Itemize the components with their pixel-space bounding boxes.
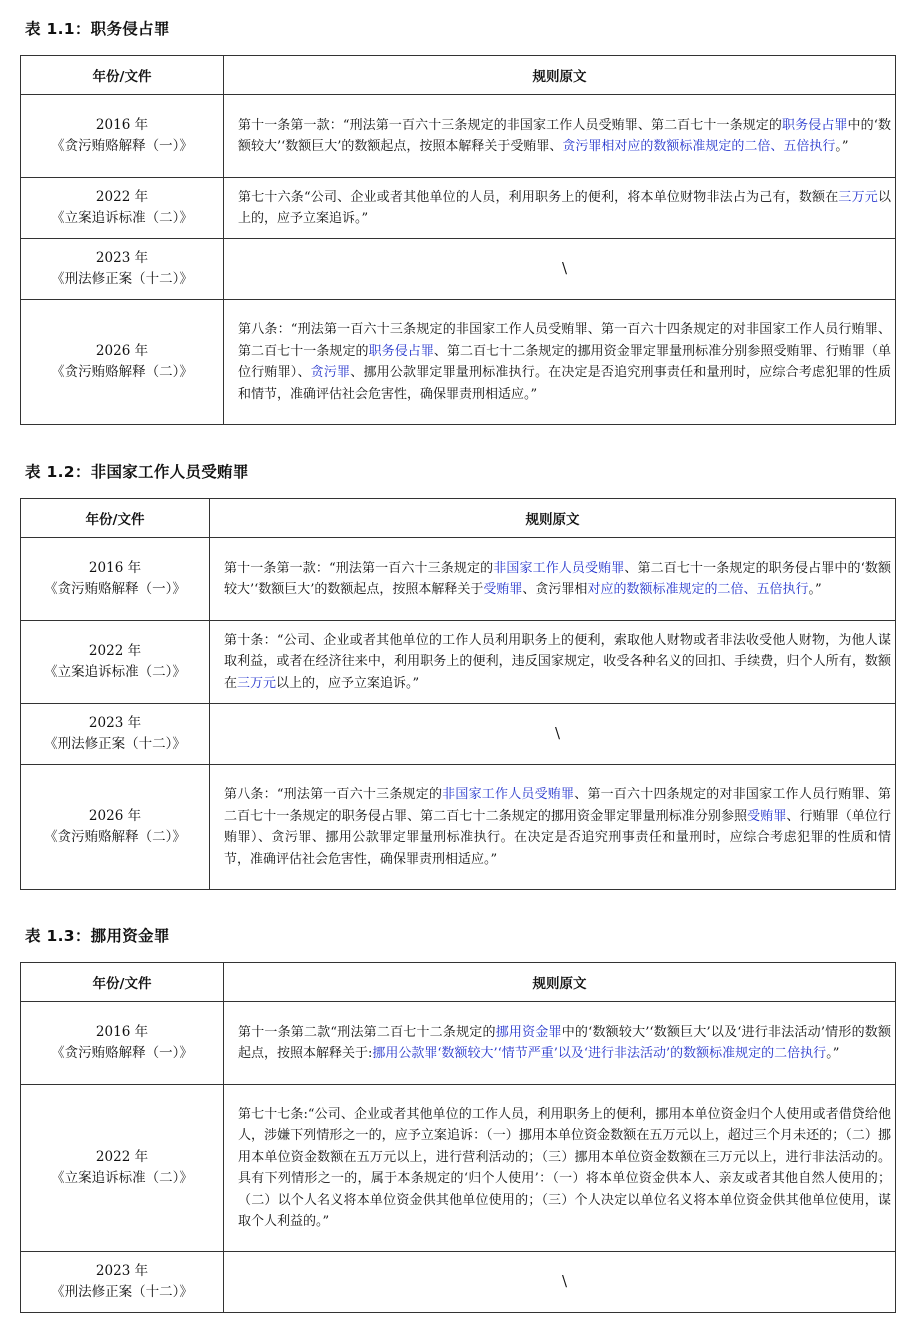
rule-text: 、贪污罪相 [522,582,588,597]
year-label: 2022 年 [88,643,142,659]
document-name: 《立案追诉标准（二）》 [51,210,193,226]
year-label: 2016 年 [95,1024,149,1040]
document-name: 《立案追诉标准（二）》 [44,664,186,680]
table-row [21,765,896,890]
rule-cell [224,1002,896,1085]
rule-cell [224,300,896,425]
rule-text: 第七十七条:“公司、企业或者其他单位的工作人员，利用职务上的便利，挪用本单位资金归个人使用或者借贷给他人，涉嫌下列情形之一的，应予立案追诉：（一）挪用本单位资金数额在五万元以上，超过三个月未还的；（二）挪用本单位资金数额在五万元以上，进行营利活动的；（三）挪用本单位资金数额在三万元以上，进行非法活动的。具有下列情形之一的，属于本条规定的‘归个人使用’：（一）将本单位资金供本人、亲友或者其他自然人使用的；（二）以个人名义将本单位资金供其他单位使用的；（三）个人决定以单位名义将本单位资金供其他单位使用，谋取个人利益的。” [238,1106,891,1229]
rule-cell [224,1252,896,1313]
document-name: 《刑法修正案（十二）》 [51,271,193,287]
empty-marker: \ [561,1272,568,1291]
year-cell [21,765,210,890]
year-label: 2022 年 [95,189,149,205]
empty-marker: \ [554,724,561,743]
table-row [21,300,896,425]
year-cell [21,1085,224,1252]
table-header-row [21,499,896,538]
document-name: 《贪污贿赂解释（二）》 [51,364,193,380]
rule-cell [210,621,896,704]
highlighted-text: 贪污罪 [310,365,351,380]
section-title-3: 表 1.3：挪用资金罪 [25,927,170,945]
table-row [21,239,896,300]
rule-text: 、第二百七十二条规定的挪用资金罪定罪量刑标准分别参照受贿罪、行贿罪（单位行贿罪）、 [238,343,891,380]
year-label: 2023 年 [95,1263,149,1279]
section-title-1: 表 1.1：职务侵占罪 [25,20,170,38]
year-cell [21,1252,224,1313]
header-year-doc: 年份/文件 [21,56,224,95]
rule-text: 以上的，应予立案追诉。” [276,675,420,691]
rule-text: 第七十六条“公司、企业或者其他单位的人员，利用职务上的便利，将本单位财物非法占为己有，数额在 [238,189,839,205]
table-embezzlement [20,55,896,425]
rule-cell [210,538,896,621]
empty-marker: \ [561,259,568,278]
year-label: 2023 年 [88,715,142,731]
year-cell [21,1002,224,1085]
year-label: 2023 年 [95,250,149,266]
year-cell [21,621,210,704]
table-bribery [20,498,896,890]
rule-cell [224,1085,896,1252]
rule-text: 中的‘数额较大’‘数额巨大’以及‘进行非法活动’情形的数额起点，按照本解释关于: [238,1024,891,1061]
document-name: 《贪污贿赂解释（二）》 [44,829,186,845]
table-misappropriation [20,962,896,1313]
highlighted-text: 受贿罪 [747,808,787,824]
rule-text: 第十条：“公司、企业或者其他单位的工作人员利用职务上的便利，索取他人财物或者非法收受他人财物，为他人谋取利益，或者在经济往来中，利用职务上的便利，违反国家规定，收受各种名义的回扣、手续费，归个人所有，数额在 [224,632,891,691]
highlighted-text: 非国家工作人员受贿罪 [442,787,575,802]
year-label: 2016 年 [88,560,142,576]
year-cell [21,178,224,239]
rule-cell [224,239,896,300]
highlighted-text: 挪用资金罪 [495,1024,562,1040]
document-name: 《贪污贿赂解释（一）》 [51,138,193,154]
document-name: 《刑法修正案（十二）》 [44,736,186,752]
year-cell [21,239,224,300]
highlighted-text: 非国家工作人员受贿罪 [493,560,625,576]
table-row [21,1002,896,1085]
table-row [21,178,896,239]
year-label: 2016 年 [95,117,149,133]
rule-text: 第八条：“刑法第一百六十三条规定的非国家工作人员受贿罪、第一百六十四条规定的对非国家工作人员行贿罪、第二百七十一条规定的 [238,322,891,359]
highlighted-text: 受贿罪 [483,582,523,597]
table-row [21,1252,896,1313]
year-cell [21,300,224,425]
table-row [21,538,896,621]
rule-text: 、挪用公款罪定罪量刑标准执行。在决定是否追究刑事责任和量刑时，应综合考虑犯罪的性质和情节，准确评估社会危害性，确保罪责刑相适应。” [238,365,891,402]
year-label: 2026 年 [88,808,142,824]
highlighted-text: 三万元 [838,189,878,205]
table-row [21,704,896,765]
highlighted-text: 职务侵占罪 [782,117,848,133]
highlighted-text: 三万元 [237,675,277,691]
highlighted-text: 职务侵占罪 [368,343,434,359]
highlighted-text: 挪用公款罪‘数额较大’‘情节严重’以及‘进行非法活动’的数额标准规定的二倍执行 [372,1046,827,1061]
rule-text: 、第二百七十一条规定的职务侵占罪中的‘数额较大’‘数额巨大’的数额起点，按照本解释关于 [224,560,891,597]
rule-cell [210,704,896,765]
header-year-doc: 年份/文件 [21,499,210,538]
highlighted-text: 贪污罪相对应的数额标准规定的二倍、五倍执行 [562,139,836,154]
header-rule-text: 规则原文 [210,499,896,538]
year-cell [21,704,210,765]
highlighted-text: 对应的数额标准规定的二倍、五倍执行 [587,582,809,597]
rule-text: 第十一条第一款：“刑法第一百六十三条规定的非国家工作人员受贿罪、第二百七十一条规定的 [238,117,783,133]
table-row [21,95,896,178]
year-cell [21,538,210,621]
year-label: 2022 年 [95,1149,149,1165]
header-rule-text: 规则原文 [224,56,896,95]
rule-text: 第十一条第一款：“刑法第一百六十三条规定的 [224,560,494,576]
rule-text: 。” [808,582,822,597]
year-cell [21,95,224,178]
rule-text: 中的‘数额较大’‘数额巨大’的数额起点，按照本解释关于受贿罪、 [238,117,891,154]
rule-text: 第十一条第二款“刑法第二百七十二条规定的 [238,1024,496,1040]
rule-text: 。” [826,1046,840,1061]
rule-text: 第八条：“刑法第一百六十三条规定的 [224,787,443,802]
header-rule-text: 规则原文 [224,963,896,1002]
document-name: 《刑法修正案（十二）》 [51,1284,193,1300]
rule-text: 、行贿罪（单位行贿罪）、贪污罪、挪用公款罪定罪量刑标准执行。在决定是否追究刑事责任和量刑时，应综合考虑犯罪的性质和情节，准确评估社会危害性，确保罪责刑相适应。” [224,808,891,867]
document-name: 《立案追诉标准（二）》 [51,1170,193,1186]
table-header-row [21,56,896,95]
rule-text: 以上的，应予立案追诉。” [238,189,891,226]
table-header-row [21,963,896,1002]
document-name: 《贪污贿赂解释（一）》 [51,1045,193,1061]
section-title-2: 表 1.2：非国家工作人员受贿罪 [25,463,249,481]
rule-text: 。” [835,139,849,154]
header-year-doc: 年份/文件 [21,963,224,1002]
table-row [21,1085,896,1252]
rule-cell [224,178,896,239]
year-label: 2026 年 [95,343,149,359]
rule-cell [224,95,896,178]
rule-text: 、第一百六十四条规定的对非国家工作人员行贿罪、第二百七十一条规定的职务侵占罪、第二百七十二条规定的挪用资金罪定罪量刑标准分别参照 [224,787,891,824]
document-name: 《贪污贿赂解释（一）》 [44,581,186,597]
table-row [21,621,896,704]
rule-cell [210,765,896,890]
